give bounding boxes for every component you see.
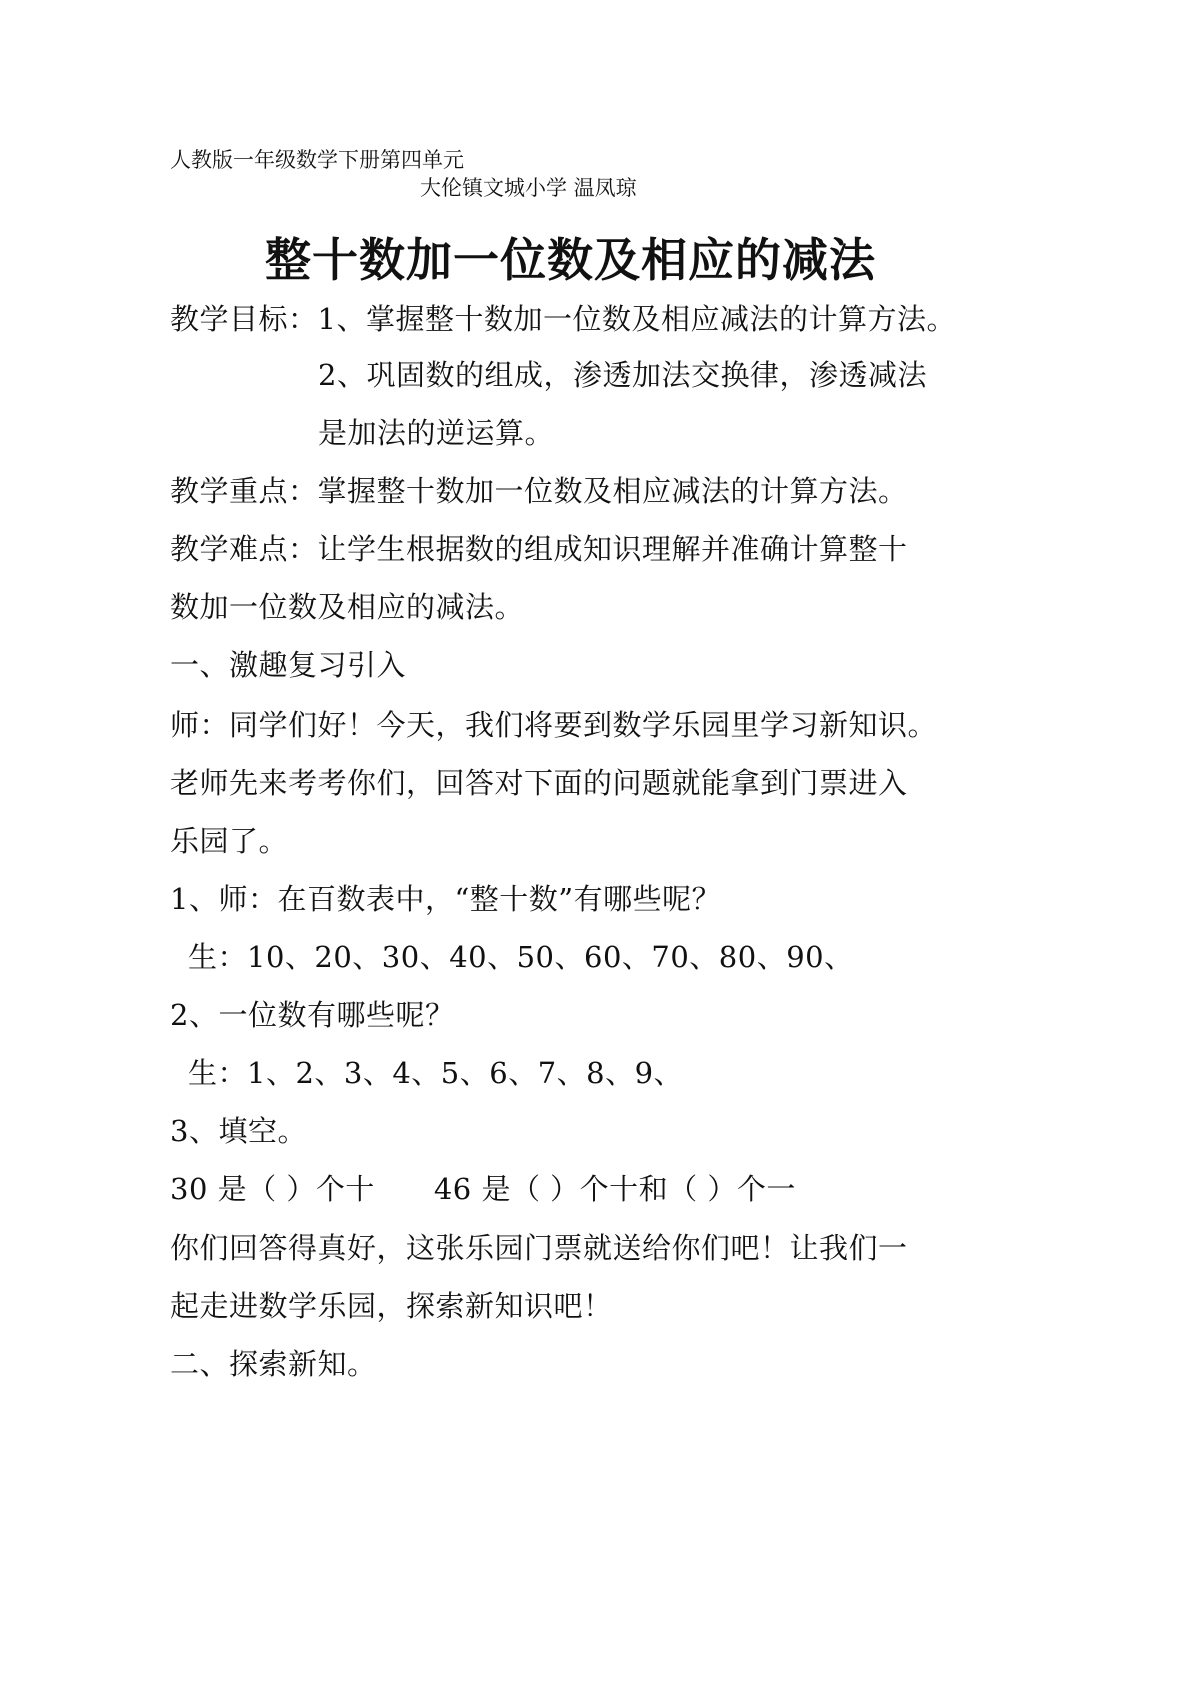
header-author: 大伦镇文城小学 温凤琼	[420, 176, 637, 200]
teaching-difficulty: 教学难点：让学生根据数的组成知识理解并准确计算整十	[170, 532, 908, 566]
section-2-heading: 二、探索新知。	[170, 1347, 377, 1381]
teaching-focus: 教学重点：掌握整十数加一位数及相应减法的计算方法。	[170, 474, 908, 508]
closing-line-1: 你们回答得真好，这张乐园门票就送给你们吧！让我们一	[170, 1231, 908, 1265]
header-textbook: 人教版一年级数学下册第四单元	[170, 148, 464, 172]
objective-1: 教学目标：1、掌握整十数加一位数及相应减法的计算方法。	[170, 302, 956, 336]
answer-1: 生：10、20、30、40、50、60、70、80、90、	[188, 940, 854, 974]
teacher-intro-line-1: 师：同学们好！今天，我们将要到数学乐园里学习新知识。	[170, 708, 938, 742]
fill-in-blank: 30 是（ ）个十 46 是（ ）个十和（ ）个一	[170, 1172, 796, 1206]
objective-2: 2、巩固数的组成，渗透加法交换律，渗透减法	[318, 358, 927, 392]
teaching-difficulty-continued: 数加一位数及相应的减法。	[170, 590, 525, 624]
answer-2: 生：1、2、3、4、5、6、7、8、9、	[188, 1056, 684, 1090]
teacher-intro-line-2: 老师先来考考你们，回答对下面的问题就能拿到门票进入	[170, 766, 908, 800]
question-3: 3、填空。	[170, 1114, 307, 1148]
page-title: 整十数加一位数及相应的减法	[265, 233, 876, 287]
closing-line-2: 起走进数学乐园，探索新知识吧！	[170, 1289, 613, 1323]
question-1: 1、师：在百数表中，“整十数”有哪些呢？	[170, 882, 722, 916]
question-2: 2、一位数有哪些呢？	[170, 998, 455, 1032]
section-1-heading: 一、激趣复习引入	[170, 648, 407, 682]
teacher-intro-line-3: 乐园了。	[170, 824, 289, 858]
objective-2-continued: 是加法的逆运算。	[318, 416, 555, 450]
